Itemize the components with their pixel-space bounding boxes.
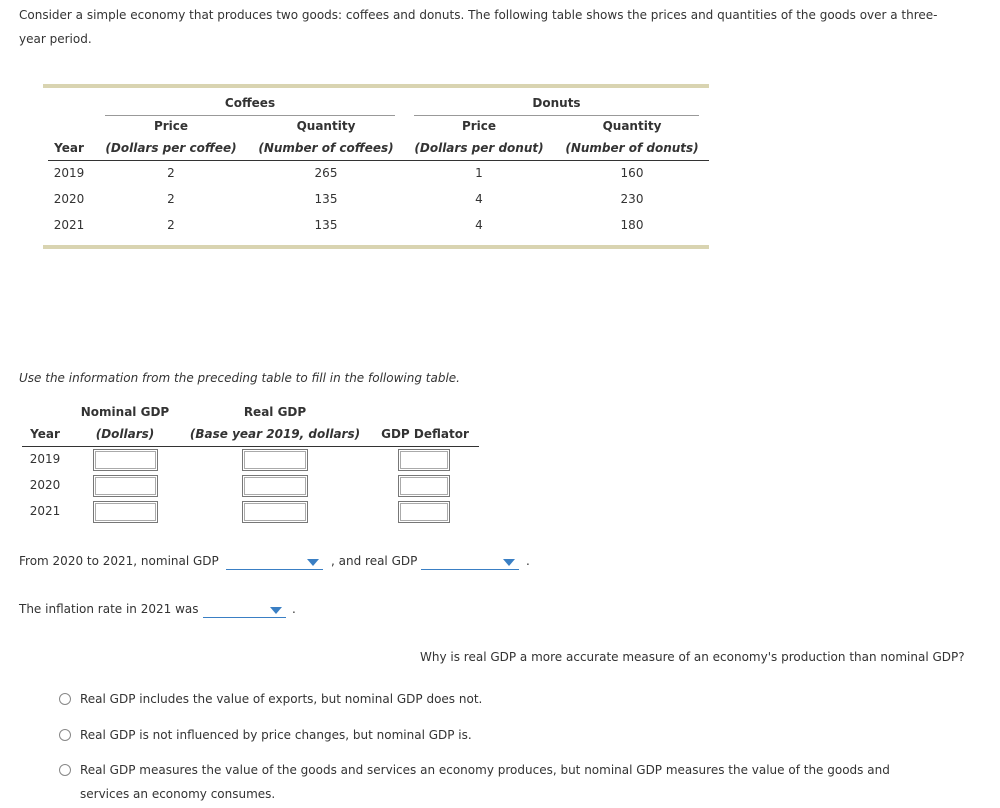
header-rule — [48, 160, 709, 161]
gdp-deflator-2019-input[interactable] — [398, 449, 450, 471]
cell-donut-price: 4 — [475, 218, 483, 232]
col-header-real-gdp-unit: (Base year 2019, dollars) — [189, 427, 361, 441]
header-rule — [22, 446, 479, 447]
q1-middle: , and real GDP — [331, 554, 418, 568]
cell-year: 2021 — [29, 504, 61, 518]
real-gdp-2019-input[interactable] — [242, 449, 308, 471]
donuts-group-rule — [414, 115, 699, 116]
gdp-deflator-2021-input[interactable] — [398, 501, 450, 523]
dropdown-arrow-icon — [503, 559, 515, 566]
nominal-gdp-2021-input[interactable] — [93, 501, 158, 523]
cell-coffee-price: 2 — [167, 166, 175, 180]
col-header-coffee-quantity-unit: (Number of coffees) — [258, 141, 394, 155]
cell-year: 2021 — [53, 218, 85, 232]
col-header-donut-quantity-unit: (Number of donuts) — [565, 141, 699, 155]
real-gdp-2020-input[interactable] — [242, 475, 308, 497]
cell-coffee-quantity: 265 — [314, 166, 338, 180]
cell-coffee-price: 2 — [167, 218, 175, 232]
cell-donut-quantity: 160 — [620, 166, 644, 180]
cell-donut-price: 4 — [475, 192, 483, 206]
cell-coffee-quantity: 135 — [314, 192, 338, 206]
col-header-coffee-quantity: Quantity — [296, 119, 356, 133]
q3-question: Why is real GDP a more accurate measure of an economy's production than nominal GDP? — [420, 650, 965, 664]
col-header-donut-price: Price — [461, 119, 497, 133]
col-header-coffee-price: Price — [153, 119, 189, 133]
col-header-donut-quantity: Quantity — [602, 119, 662, 133]
col-header-nominal-gdp-unit: (Dollars) — [95, 427, 155, 441]
coffees-group-rule — [105, 115, 395, 116]
nominal-gdp-change-dropdown[interactable] — [226, 555, 323, 570]
col-header-donut-price-unit: (Dollars per donut) — [414, 141, 544, 155]
nominal-gdp-2019-input[interactable] — [93, 449, 158, 471]
real-gdp-change-dropdown[interactable] — [421, 555, 519, 570]
cell-year: 2019 — [53, 166, 85, 180]
dropdown-arrow-icon — [270, 607, 282, 614]
cell-coffee-price: 2 — [167, 192, 175, 206]
option-label[interactable]: Real GDP is not influenced by price changes, but nominal GDP is. — [80, 728, 472, 742]
option-label[interactable]: Real GDP measures the value of the goods and services an economy produces, but nominal GDP measures the value of the goods and services an economy consumes. — [80, 763, 890, 801]
table-bottom-border — [43, 245, 709, 249]
q2-prefix: The inflation rate in 2021 was — [19, 602, 199, 616]
option-label[interactable]: Real GDP includes the value of exports, but nominal GDP does not. — [80, 692, 483, 706]
radio-button[interactable] — [59, 729, 71, 741]
radio-button[interactable] — [59, 693, 71, 705]
real-gdp-2021-input[interactable] — [242, 501, 308, 523]
cell-year: 2020 — [53, 192, 85, 206]
col-header-gdp-deflator: GDP Deflator — [381, 427, 469, 441]
dropdown-arrow-icon — [307, 559, 319, 566]
cell-donut-quantity: 180 — [620, 218, 644, 232]
cell-coffee-quantity: 135 — [314, 218, 338, 232]
q1-prefix: From 2020 to 2021, nominal GDP — [19, 554, 219, 568]
q1-suffix: . — [526, 554, 530, 568]
cell-donut-price: 1 — [475, 166, 483, 180]
instruction-text: Use the information from the preceding table to fill in the following table. — [19, 371, 460, 385]
radio-button[interactable] — [59, 764, 71, 776]
group-header-donuts: Donuts — [532, 96, 581, 110]
col-header-real-gdp: Real GDP — [243, 405, 307, 419]
table-top-border — [43, 84, 709, 88]
nominal-gdp-2020-input[interactable] — [93, 475, 158, 497]
col-header-coffee-price-unit: (Dollars per coffee) — [105, 141, 237, 155]
cell-year: 2020 — [29, 478, 61, 492]
col-header-year: Year — [54, 141, 84, 155]
col-header-nominal-gdp: Nominal GDP — [80, 405, 170, 419]
cell-year: 2019 — [29, 452, 61, 466]
group-header-coffees: Coffees — [224, 96, 276, 110]
inflation-rate-dropdown[interactable] — [203, 603, 286, 618]
cell-donut-quantity: 230 — [620, 192, 644, 206]
intro-text: Consider a simple economy that produces two goods: coffees and donuts. The following table shows the prices and quantities of the goods over a three-year period. — [19, 8, 938, 46]
q2-suffix: . — [292, 602, 296, 616]
gdp-deflator-2020-input[interactable] — [398, 475, 450, 497]
col-header-year: Year — [30, 427, 60, 441]
